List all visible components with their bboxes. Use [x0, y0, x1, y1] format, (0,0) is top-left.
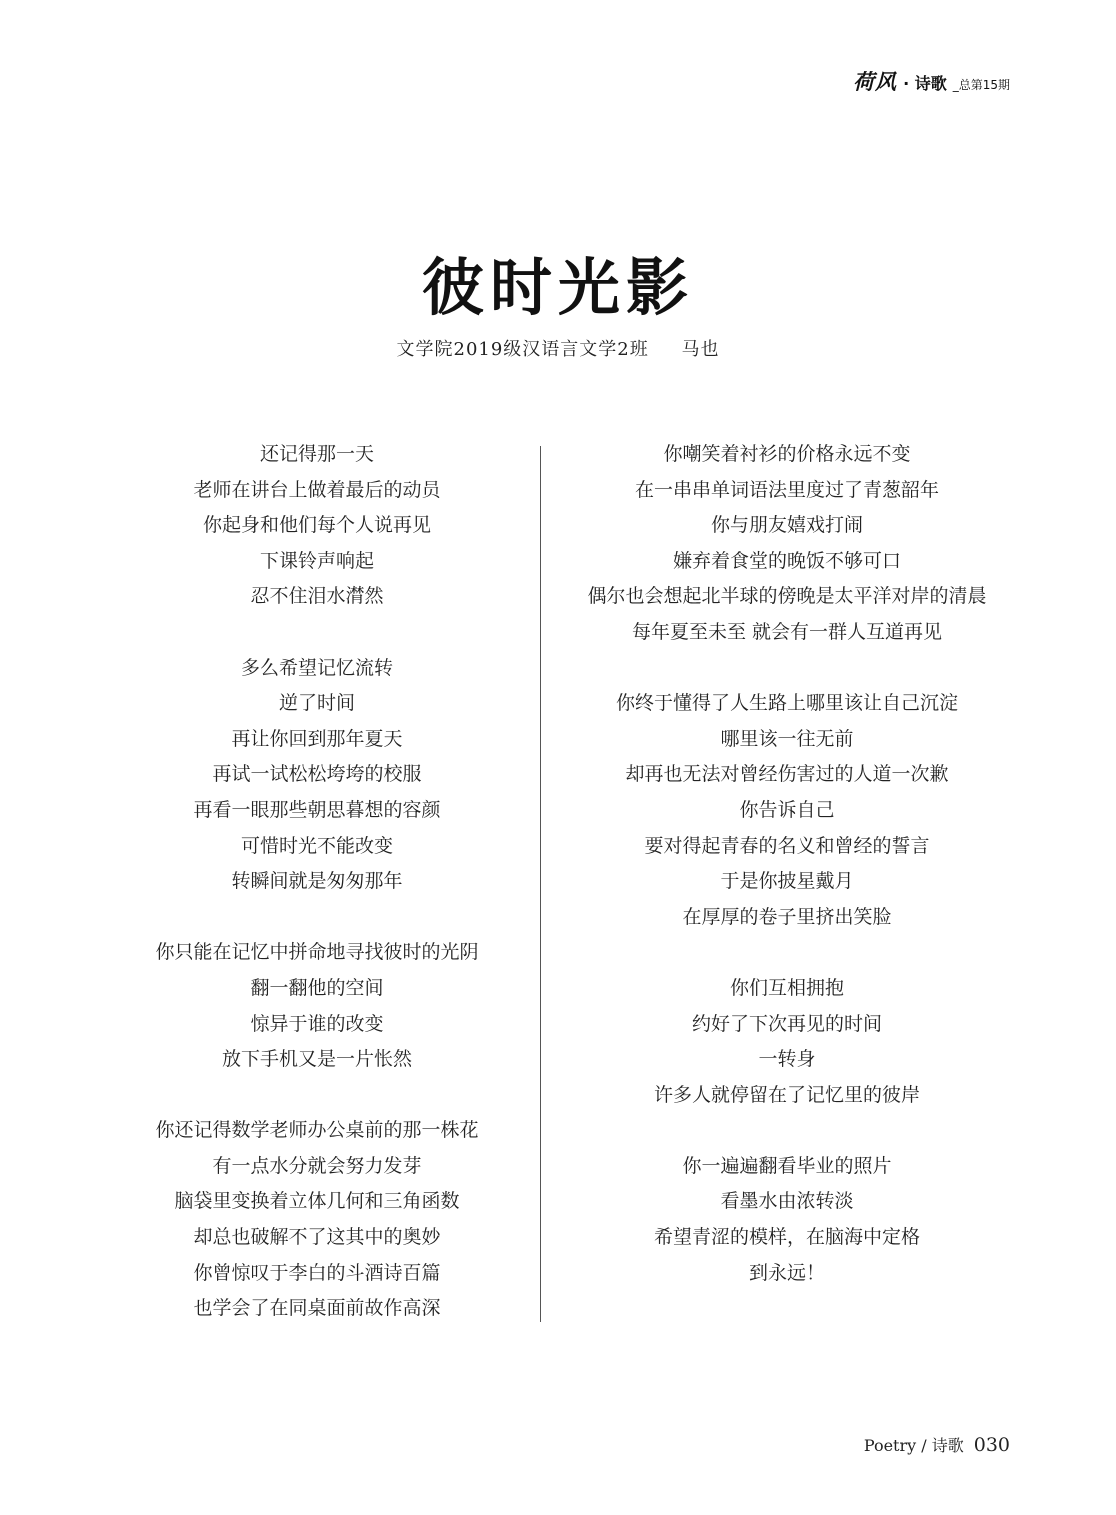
poem-line: 转瞬间就是匆匆那年 — [231, 870, 403, 893]
poem-line: 你一遍遍翻看毕业的照片 — [682, 1154, 892, 1177]
poem-line: 却再也无法对曾经伤害过的人道一次歉 — [625, 763, 949, 786]
poem-line: 你终于懂得了人生路上哪里该让自己沉淀 — [615, 692, 958, 715]
poem-line: 可惜时光不能改变 — [240, 834, 393, 857]
poem-line: 哪里该一往无前 — [720, 727, 854, 750]
poem-line: 看墨水由浓转淡 — [720, 1190, 854, 1213]
magazine-brand: 荷风 — [853, 69, 898, 94]
poem-line: 于是你披星戴月 — [720, 870, 854, 893]
page-header — [853, 66, 1010, 96]
poem-line: 你只能在记忆中拼命地寻找彼时的光阴 — [155, 941, 479, 964]
poem-stanza — [82, 1113, 552, 1327]
poem-line: 翻一翻他的空间 — [250, 976, 384, 999]
page-footer — [864, 1433, 1010, 1456]
poem-line: 忍不住泪水潸然 — [250, 585, 384, 608]
page-number: 030 — [973, 1434, 1010, 1456]
poem-line: 惊异于谁的改变 — [250, 1012, 384, 1035]
column-divider — [540, 446, 541, 1322]
poem-stanza — [552, 971, 1022, 1113]
poem-line: 你起身和他们每个人说再见 — [202, 514, 431, 537]
author-affiliation: 文学院2019级汉语言文学2班 — [396, 339, 649, 360]
poem-line: 每年夏至未至 就会有一群人互道再见 — [631, 620, 943, 643]
poem-line: 再看一眼那些朝思暮想的容颜 — [193, 798, 441, 821]
poem-line: 在一串串单词语法里度过了青葱韶年 — [634, 478, 939, 501]
section-label: · 诗歌 — [903, 74, 947, 93]
poem-line: 有一点水分就会努力发芽 — [212, 1154, 422, 1177]
poem-line: 希望青涩的模样，在脑海中定格 — [653, 1226, 920, 1249]
poem-line: 下课铃声响起 — [259, 549, 374, 572]
poem-line: 脑袋里变换着立体几何和三角函数 — [174, 1190, 460, 1213]
footer-section-label: Poetry / 诗歌 — [863, 1436, 964, 1455]
poem-line: 老师在讲台上做着最后的动员 — [193, 478, 441, 501]
poem-line: 到永远！ — [748, 1261, 825, 1284]
poem-stanza — [552, 686, 1022, 935]
poem-line: 约好了下次再见的时间 — [691, 1012, 882, 1035]
poem-line: 再让你回到那年夏天 — [231, 727, 403, 750]
poem-stanza — [82, 437, 552, 615]
byline — [0, 335, 1116, 361]
poem-line: 逆了时间 — [278, 692, 355, 715]
poem-line: 嫌弃着食堂的晚饭不够可口 — [672, 549, 901, 572]
poem-line: 你嘲笑着衬衫的价格永远不变 — [663, 443, 911, 465]
poem-line: 多么希望记忆流转 — [240, 656, 393, 679]
poem-right-column — [552, 437, 1022, 1327]
poem-line: 偶尔也会想起北半球的傍晚是太平洋对岸的清晨 — [587, 585, 987, 608]
poem-line: 你与朋友嬉戏打闹 — [710, 514, 863, 537]
issue-number: _总第15期 — [952, 78, 1010, 92]
poem-line: 你曾惊叹于李白的斗酒诗百篇 — [193, 1261, 441, 1284]
poem-line: 却总也破解不了这其中的奥妙 — [193, 1226, 441, 1249]
poem-line: 在厚厚的卷子里挤出笑脸 — [682, 905, 892, 928]
poem-line: 要对得起青春的名义和曾经的誓言 — [644, 834, 930, 857]
poem-stanza — [552, 1149, 1022, 1291]
poem-line: 放下手机又是一片怅然 — [221, 1048, 412, 1071]
poem-line: 再试一试松松垮垮的校服 — [212, 763, 422, 786]
poem-line: 还记得那一天 — [259, 443, 374, 465]
poem-stanza — [82, 935, 552, 1077]
poem-line: 一转身 — [758, 1048, 816, 1071]
poem-stanza — [82, 651, 552, 900]
poem-stanza — [552, 437, 1022, 651]
poem-line: 你告诉自己 — [739, 798, 835, 821]
author-name: 马也 — [681, 339, 720, 360]
poem-line: 许多人就停留在了记忆里的彼岸 — [653, 1083, 920, 1106]
poem-line: 也学会了在同桌面前故作高深 — [193, 1297, 441, 1320]
poem-left-column — [82, 437, 552, 1362]
poem-line: 你还记得数学老师办公桌前的那一株花 — [155, 1119, 479, 1142]
poem-title: 彼时光影 — [421, 251, 694, 324]
poem-line: 你们互相拥抱 — [729, 976, 844, 999]
